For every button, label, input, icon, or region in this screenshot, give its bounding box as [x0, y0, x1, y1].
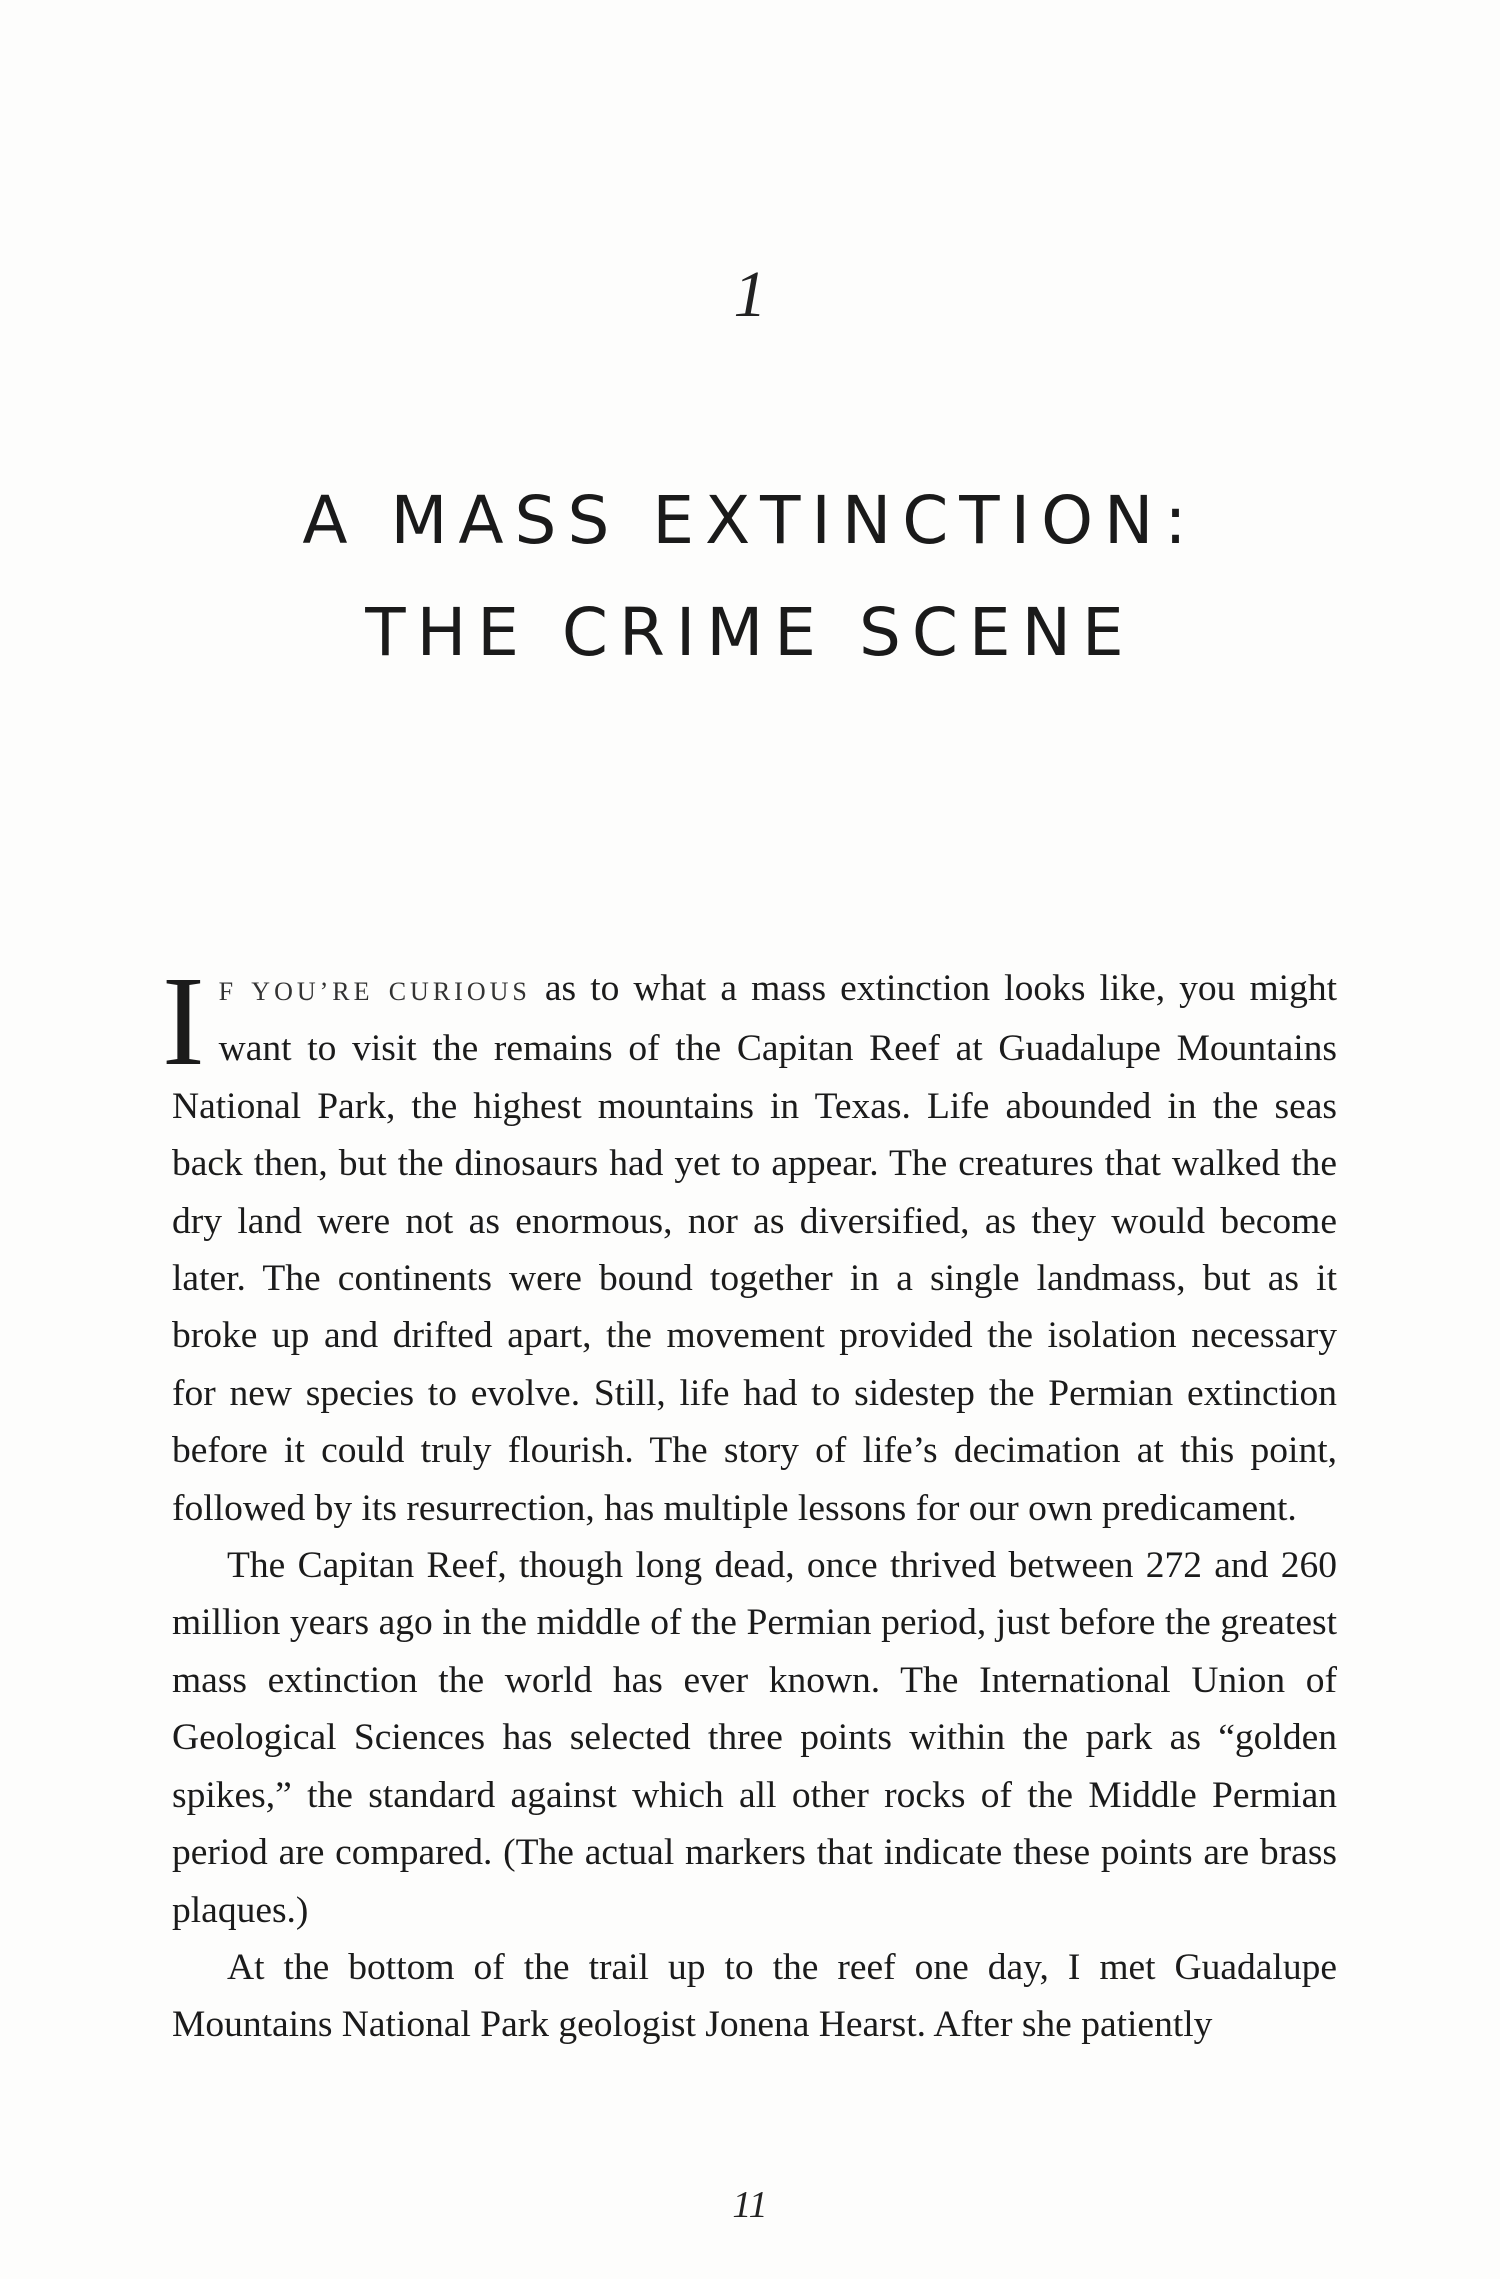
paragraph-1 — [162, 950, 1337, 1537]
paragraph-2: The Capitan Reef, though long dead, once thrived between 272 and 260 million years ago in the middle of the Permian period, just before the greatest mass extinction the world has ever known. The International Union of Geological Sciences has selected three points within the park as “golden spikes,” the standard against which all other rocks of the Middle Permian period are compared. (The actual markers that indicate these points are brass plaques.) — [172, 1545, 1337, 1931]
chapter-body — [162, 950, 1337, 2054]
chapter-number: 1 — [733, 258, 767, 331]
drop-cap: I — [162, 950, 205, 1092]
chapter-title-line-2: THE CRIME SCENE — [365, 594, 1135, 671]
chapter-title-line-1: A MASS EXTINCTION: — [302, 482, 1198, 559]
paragraph-1-text: as to what a mass extinction looks like, you might want to visit the remains of the Capitan Reef at Guadalupe Mountains National Park, the highest mountains in Texas. Life abounded in the seas back then, but the dinosaurs had yet to appear. The creatures that walked the dry land were not as enormous, nor as diversified, as they would become later. The continents were bound together in a single landmass, but as it broke up and drifted apart, the movement provided the isolation necessary for new species to evolve. Still, life had to sidestep the Permian extinction before it could truly flourish. The story of life’s decimation at this point, followed by its resurrection, has multiple lessons for our own predicament. — [172, 968, 1337, 1529]
page-number: 11 — [732, 2184, 768, 2226]
lead-in-small-caps: F YOU’RE CURIOUS — [218, 977, 531, 1006]
paragraph-3: At the bottom of the trail up to the reef one day, I met Guadalupe Mountains National Park geologist Jonena Hearst. After she patiently — [172, 1946, 1337, 2046]
